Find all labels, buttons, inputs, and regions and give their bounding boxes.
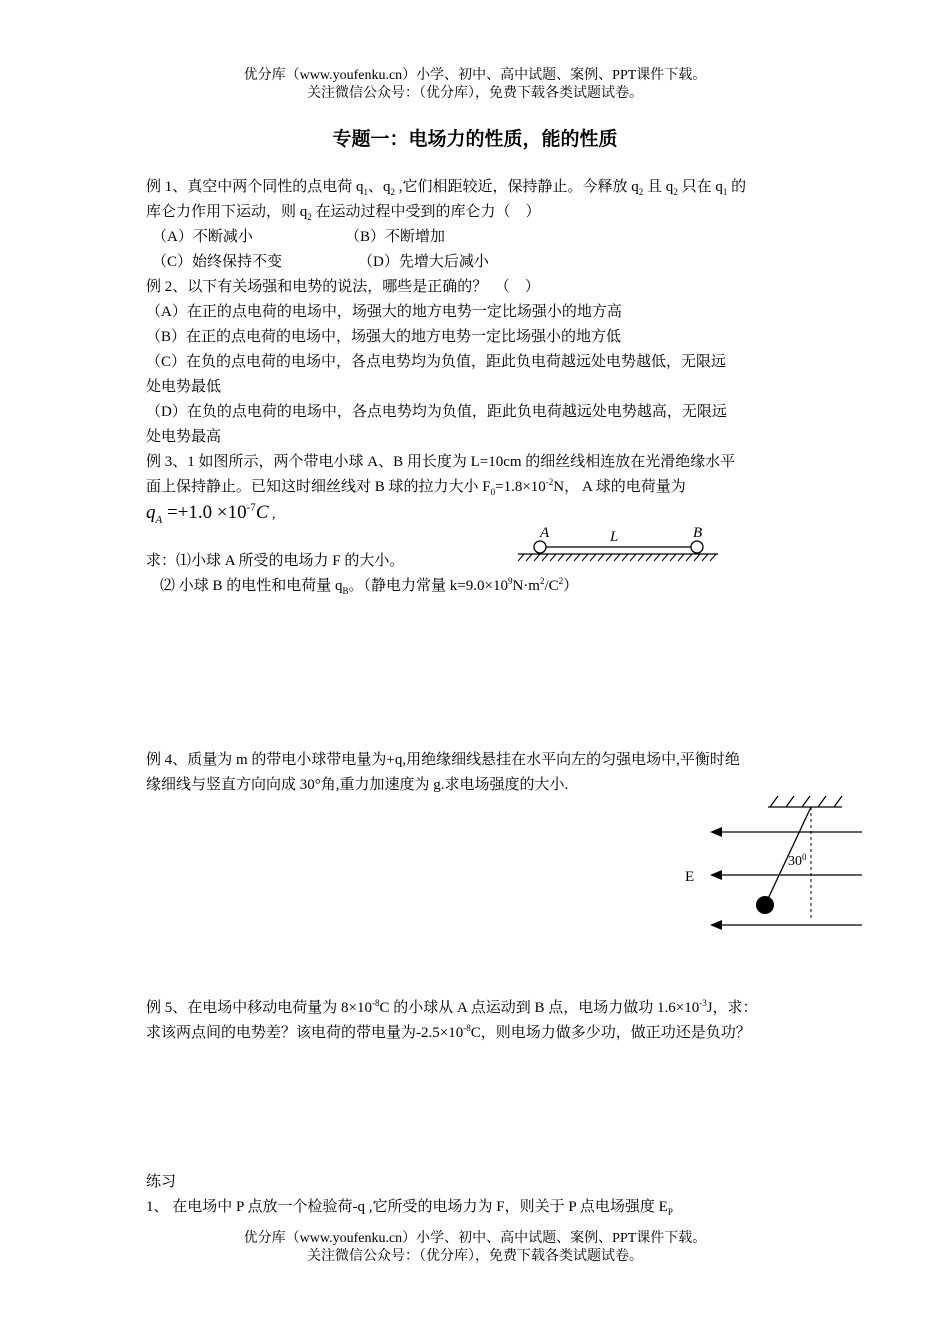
ex1-line-2: 库仑力作用下运动，则 $q_2$ 在运动过程中受到的库仑力（ ） [146,204,541,222]
hatch-mark [606,554,612,561]
hatch-mark [566,554,572,561]
ex2-option-d-line-2: 处电势最高 [146,429,222,445]
hatch-mark [558,554,564,561]
ex2-option-b: （B）在正的点电荷的电场中，场强大的地方电势一定比场强小的地方低 [146,329,622,345]
ex4-arrow-left-icon [710,827,722,837]
hatch-mark [574,554,580,561]
hatch-mark [654,554,660,561]
ex4-arrow-left-icon [710,920,722,930]
ex3-ball-a [534,541,546,553]
ex4-figure [680,790,870,935]
ex4-ceiling-hatching [770,796,842,807]
ex2-option-d-line-1: （D）在负的点电荷的电场中，各点电势均为负值，距此负电荷越远处电势越高，无限远 [146,404,727,420]
ex3-charge-formula: $q_A =+1.0 \times 10^{-7}C$ , [146,501,276,526]
hatch-mark [598,554,604,561]
ex3-label-b: B [693,525,703,541]
ex3-ask-2: ⑵ 小球 B 的电性和电荷量 $q_B$。（静电力常量 $k=9.0\times 10^9N\cdot m^2/C^2$） [160,576,579,596]
hatch-mark [834,796,842,807]
hatch-mark [662,554,668,561]
hatch-mark [638,554,644,561]
ex3-ground-hatching [518,554,716,561]
ex2-option-a: （A）在正的点电荷的电场中，场强大的地方电势一定比场强小的地方高 [146,304,622,320]
hatch-mark [542,554,548,561]
hatch-mark [770,796,778,807]
ex1-line-1: 例 1、真空中两个同性的点电荷 $q_1$、$q_2$ ,它们相距较近，保持静止。今释放 $q_2$ 且 $q_2$ 只在 $q_1$ 的 [146,179,747,197]
hatch-mark [622,554,628,561]
ex5-line-1: 例 5、在电场中移动电荷量为 $8\times 10^{-8}C$ 的小球从 A 点运动到 B 点，电场力做功 $1.6\times 10^{-3}J$，求： [146,998,758,1016]
hatch-mark [582,554,588,561]
ex3-ball-b [691,541,703,553]
footer-line-2: 关注微信公众号：（优分库），免费下载各类试题试卷。 [307,1249,643,1264]
ex2-option-c-line-2: 处电势最低 [146,379,222,395]
ex4-angle-label: $30^0$ [788,852,807,869]
ex4-arrow-left-icon [710,870,722,880]
hatch-mark [518,554,524,561]
ex3-label-l: L [610,529,619,545]
hatch-mark [534,554,540,561]
ex1-option-c: （C）始终保持不变 [152,254,283,270]
hatch-mark [678,554,684,561]
ex4-line-1: 例 4、质量为 m 的带电小球带电量为+q,用绝缘细线悬挂在水平向左的匀强电场中,平衡时绝 [146,752,740,768]
ex3-line-1: 例 3、1 如图所示，两个带电小球 A、B 用长度为 L=10cm 的细丝线相连放在光滑绝缘水平 [146,454,736,470]
hatch-mark [686,554,692,561]
hatch-mark [646,554,652,561]
hatch-mark [702,554,708,561]
hatch-mark [590,554,596,561]
ex3-line-2: 面上保持静止。已知这时细丝线对 B 球的拉力大小 $F_0=1.8\times 10^{-2}N$， A 球的电荷量为 [146,477,686,497]
hatch-mark [694,554,700,561]
practice-heading: 练习 [146,1174,177,1190]
practice-question-1: 1、 在电场中 P 点放一个检验荷-q ,它所受的电场力为 F，则关于 P 点电场强度 $E_P$ [146,1199,673,1217]
ex4-ball [756,896,774,914]
hatch-mark [710,554,716,561]
ex1-option-d: （D）先增大后减小 [358,254,489,270]
ex4-line-2: 缘细线与竖直方向向成 30°角,重力加速度为 g.求电场强度的大小. [146,777,569,793]
ex5-line-2: 求该两点间的电势差？该电荷的带电量为$-2.5\times 10^{-8}C$，则电场力做多少功，做正功还是负功？ [146,1023,751,1041]
hatch-mark [550,554,556,561]
hatch-mark [786,796,794,807]
header-line-2: 关注微信公众号：（优分库），免费下载各类试题试卷。 [307,86,643,101]
ex3-figure [510,520,730,570]
ex3-ask-1: 求：⑴小球 A 所受的电场力 F 的大小。 [146,553,405,569]
hatch-mark [670,554,676,561]
ex1-option-a: （A）不断减小 [152,229,253,245]
ex1-option-b: （B）不断增加 [345,229,446,245]
header-line-1: 优分库（www.youfenku.cn）小学、初中、高中试题、案例、PPT课件下载。 [243,68,707,83]
hatch-mark [802,796,810,807]
hatch-mark [614,554,620,561]
ex3-label-a: A [540,525,550,541]
ex2-option-c-line-1: （C）在负的点电荷的电场中，各点电势均为负值，距此负电荷越远处电势越低，无限远 [146,354,727,370]
hatch-mark [818,796,826,807]
page-title: 专题一：电场力的性质，能的性质 [332,128,618,150]
ex4-label-e: E [685,869,695,885]
hatch-mark [630,554,636,561]
ex2-question: 例 2、以下有关场强和电势的说法，哪些是正确的？ （ ） [146,279,540,295]
hatch-mark [526,554,532,561]
footer-line-1: 优分库（www.youfenku.cn）小学、初中、高中试题、案例、PPT课件下载。 [243,1231,707,1246]
